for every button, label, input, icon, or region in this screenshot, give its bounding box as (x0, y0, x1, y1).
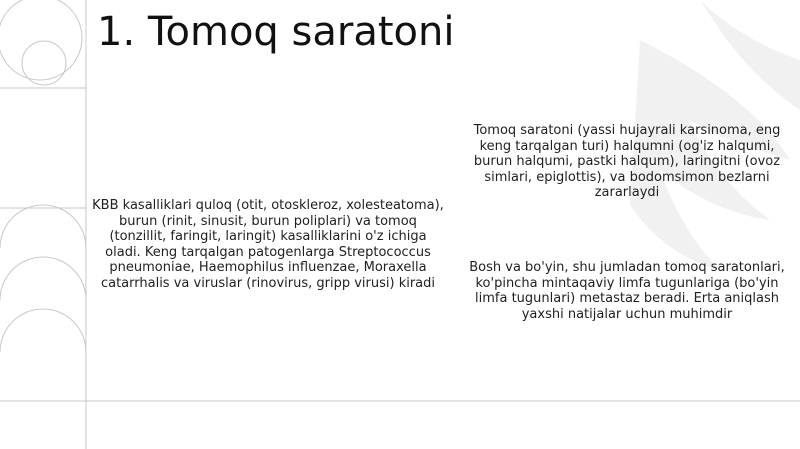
decor-circle-large (0, 0, 82, 80)
slide-title: 1. Tomoq saratoni (97, 9, 455, 55)
left-text-block: KBB kasalliklari quloq (otit, otoskleroz, xolesteatoma), burun (rinit, sinusit, burun poliplari) va tomoq (tonzillit, faringit, laringit) kasalliklarini o'z ichiga oladi. Keng tarqalgan patogenlarga Streptococcus pneumoniae, Haemophilus influenzae, Moraxella catarrhalis va viruslar (rinovirus, gripp virusi) kiradi (92, 198, 444, 291)
decor-circle-small (22, 41, 66, 85)
right-bottom-text-block: Bosh va bo'yin, shu jumladan tomoq saratonlari, ko'pincha mintaqaviy limfa tugunlariga (bo'yin limfa tugunlari) metastaz beradi. Erta aniqlash yaxshi natijalar uchun muhimdir (469, 260, 785, 322)
decor-arc-3 (0, 309, 86, 352)
right-top-text-block: Tomoq saratoni (yassi hujayrali karsinoma, eng keng tarqalgan turi) halqumni (og'iz halqumi, burun halqumi, pastki halqum), laringitni (ovoz simlari, epiglottis), va bodomsimon bezlarni zararlaydi (473, 123, 781, 200)
decor-arc-1 (0, 205, 86, 248)
decor-arc-2 (0, 257, 86, 300)
